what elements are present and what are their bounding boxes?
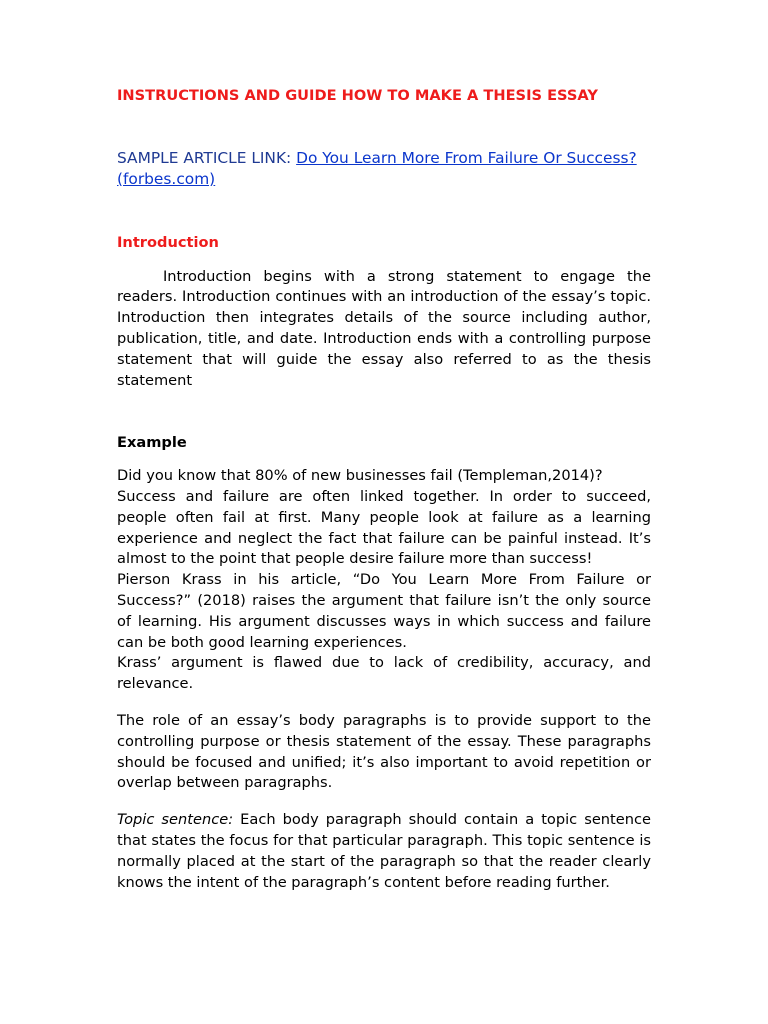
example-line-thesis: Krass’ argument is flawed due to lack of credibility, accuracy, and relevance. [117,654,651,693]
document-page [117,86,651,893]
topic-sentence-label: Topic sentence: [117,811,234,829]
topic-sentence-paragraph [117,810,651,893]
example-heading: Example [117,434,187,452]
document-title: INSTRUCTIONS AND GUIDE HOW TO MAKE A THESIS ESSAY [117,87,598,104]
example-line-source: Pierson Krass in his article, “Do You Learn More From Failure or Success?” (2018) raises the argument that failure isn’t the only source of learning. His argument discusses ways in which success and failure can be both good learning experiences. [117,571,651,651]
introduction-paragraph: Introduction begins with a strong statement to engage the readers. Introduction continues with an introduction of the essay’s topic. Introduction then integrates details of the source including author, publication, title, and date. Introduction ends with a controlling purpose statement that will guide the essay also referred to as the thesis statement [117,267,651,389]
introduction-heading: Introduction [117,233,219,251]
sample-article-link-block [117,148,651,190]
example-line-hook: Did you know that 80% of new businesses fail (Templeman,2014)? [117,467,603,485]
sample-article-link[interactable]: Do You Learn More From Failure Or Success? (forbes.com) [117,148,637,188]
example-line-background: Success and failure are often linked together. In order to succeed, people often fail at first. Many people look at failure as a learning experience and neglect the fact that failure can be painful instead. It’s almost to the point that people desire failure more than success! [117,487,651,568]
body-paragraphs-description: The role of an essay’s body paragraphs is to provide support to the controlling purpose or thesis statement of the essay. These paragraphs should be focused and unified; it’s also important to avoid repetition or overlap between paragraphs. [117,711,651,792]
sample-article-label: SAMPLE ARTICLE LINK: [117,148,297,167]
example-block [117,466,651,695]
topic-sentence-text: Each body paragraph should contain a topic sentence that states the focus for that particular paragraph. This topic sentence is normally placed at the start of the paragraph so that the reader clearly knows the intent of the paragraph’s content before reading further. [117,811,651,891]
